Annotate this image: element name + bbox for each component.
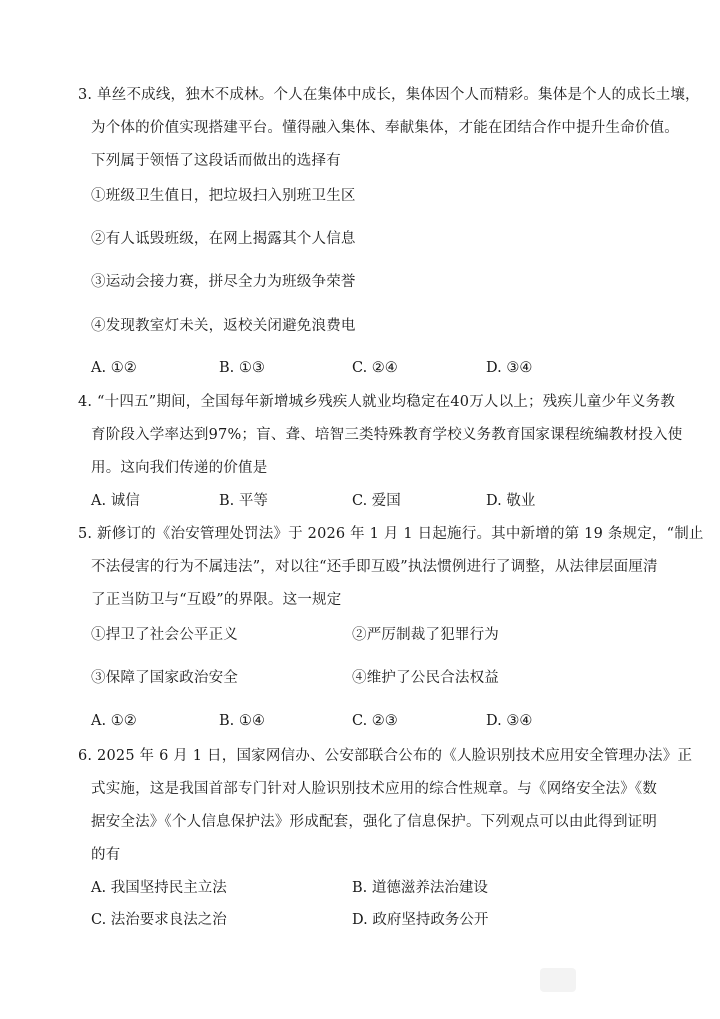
- q3-choice-d: D. ③④: [486, 360, 533, 376]
- q3-choice-a: A. ①②: [91, 360, 137, 376]
- q3-stem-line-2: 为个体的价值实现搭建平台。懂得融入集体、奉献集体，才能在团结合作中提升生命价值。: [91, 120, 679, 136]
- q3-choice-b: B. ①③: [219, 360, 265, 376]
- q6-choice-b: B. 道德滋养法治建设: [352, 880, 488, 896]
- q3-stem-line-1: 3. 单丝不成线，独木不成林。个人在集体中成长，集体因个人而精彩。集体是个人的成长土壤，: [78, 87, 700, 103]
- q3-item-2: ②有人诋毁班级，在网上揭露其个人信息: [91, 231, 356, 247]
- q3-item-1: ①班级卫生值日，把垃圾扫入别班卫生区: [91, 188, 356, 204]
- q6-choice-a: A. 我国坚持民主立法: [91, 880, 227, 896]
- q5-item-4: ④维护了公民合法权益: [352, 670, 499, 686]
- q5-choice-b: B. ①④: [219, 713, 265, 729]
- q6-choice-c: C. 法治要求良法之治: [91, 912, 227, 928]
- q4-choice-d: D. 敬业: [486, 493, 536, 509]
- q5-choice-c: C. ②③: [352, 713, 398, 729]
- q4-stem-line-3: 用。这向我们传递的价值是: [91, 460, 268, 476]
- q6-choice-d: D. 政府坚持政务公开: [352, 912, 489, 928]
- q3-choice-c: C. ②④: [352, 360, 398, 376]
- q6-stem-line-1: 6. 2025 年 6 月 1 日，国家网信办、公安部联合公布的《人脸识别技术应用安全管理办法》正: [78, 748, 693, 764]
- q4-stem-line-1: 4. “十四五”期间，全国每年新增城乡残疾人就业均稳定在40万人以上；残疾儿童少年义务教: [78, 394, 676, 410]
- q3-stem-line-3: 下列属于领悟了这段话而做出的选择有: [91, 153, 341, 169]
- q3-item-4: ④发现教室灯未关，返校关闭避免浪费电: [91, 318, 356, 334]
- q5-item-1: ①捍卫了社会公平正义: [91, 627, 238, 643]
- q6-stem-line-2: 式实施，这是我国首部专门针对人脸识别技术应用的综合性规章。与《网络安全法》《数: [91, 781, 658, 797]
- q5-stem-line-2: 不法侵害的行为不属违法”，对以往“还手即互殴”执法惯例进行了调整，从法律层面厘清: [91, 559, 658, 575]
- q4-choice-b: B. 平等: [219, 493, 268, 509]
- q5-choice-d: D. ③④: [486, 713, 533, 729]
- q4-stem-line-2: 育阶段入学率达到97%；盲、聋、培智三类特殊教育学校义务教育国家课程统编教材投入使: [91, 427, 683, 443]
- scan-smudge: [540, 968, 576, 992]
- q3-item-3: ③运动会接力赛，拼尽全力为班级争荣誉: [91, 274, 356, 290]
- q4-choice-c: C. 爱国: [352, 493, 401, 509]
- q5-stem-line-3: 了正当防卫与“互殴”的界限。这一规定: [91, 592, 342, 608]
- q4-choice-a: A. 诚信: [91, 493, 140, 509]
- q5-item-2: ②严厉制裁了犯罪行为: [352, 627, 499, 643]
- q5-stem-line-1: 5. 新修订的《治安管理处罚法》于 2026 年 1 月 1 日起施行。其中新增的第 19 条规定，“制止: [78, 526, 704, 542]
- q6-stem-line-3: 据安全法》《个人信息保护法》形成配套，强化了信息保护。下列观点可以由此得到证明: [91, 814, 658, 830]
- q6-stem-line-4: 的有: [91, 847, 121, 863]
- q5-item-3: ③保障了国家政治安全: [91, 670, 238, 686]
- q5-choice-a: A. ①②: [91, 713, 137, 729]
